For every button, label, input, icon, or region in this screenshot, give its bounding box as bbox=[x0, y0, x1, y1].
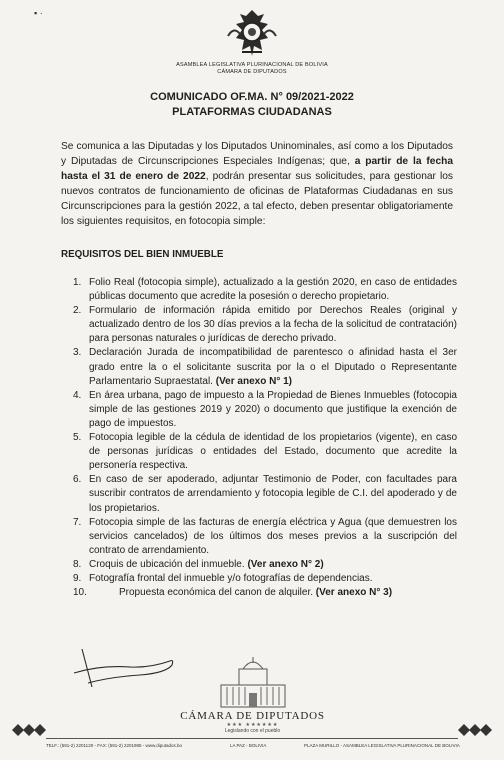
intro-text-start: Se comunica a las Diputadas y los Diputados Uninominales, así como a los Diputados y Diputadas de Circunscripciones Especiales Indígenas; que, bbox=[61, 141, 453, 167]
communique-title: COMUNICADO OF.MA. N° 09/2021-2022 bbox=[150, 91, 354, 103]
requirement-number: 7. bbox=[73, 516, 82, 528]
footer-divider bbox=[46, 738, 458, 739]
coat-of-arms-icon bbox=[220, 6, 284, 60]
ornament-left-icon bbox=[12, 722, 46, 738]
chamber-logotype: CÁMARA DE DIPUTADOS bbox=[180, 710, 325, 722]
requirement-text: Croquis de ubicación del inmueble. bbox=[89, 558, 248, 570]
requirement-item bbox=[73, 516, 457, 558]
requirement-item bbox=[73, 346, 457, 388]
requirement-item bbox=[73, 304, 457, 346]
requirement-text: Folio Real (fotocopia simple), actualizado a la gestión 2020, en caso de entidades públicas documento que acredite la posesión o derecho propietario. bbox=[89, 277, 457, 303]
requirement-number: 8. bbox=[73, 558, 82, 570]
requirement-text: Fotocopia simple de las facturas de energía eléctrica y Agua (que demuestren los servicios cancelados) de los últimos dos meses previos a la suscripción del contrato de arrendamiento. bbox=[89, 516, 457, 556]
stars-row: ★★★ ★★★★★★ bbox=[226, 722, 279, 728]
requirement-text: En caso de ser apoderado, adjuntar Testimonio de Poder, con facultades para suscribir contratos de arrendamiento y fotocopia legible de C.I. del apoderado y de los propietarios. bbox=[89, 474, 457, 514]
requirement-number: 3. bbox=[73, 347, 82, 359]
requirement-number: 4. bbox=[73, 389, 82, 401]
section-title: REQUISITOS DEL BIEN INMUEBLE bbox=[61, 249, 224, 260]
org-name: ASAMBLEA LEGISLATIVA PLURINACIONAL DE BOLIVIA bbox=[176, 62, 328, 68]
requirement-text: Formulario de información rápida emitido por Derechos Reales (original y actualizado dentro de los 30 días previos a la fecha de la solicitud de contratación) para personas naturales o jurídicas de derecho privado. bbox=[89, 305, 457, 345]
corner-mark: ▪ · bbox=[34, 8, 43, 18]
annex-reference: (Ver anexo N° 2) bbox=[247, 558, 324, 570]
requirement-item bbox=[73, 572, 457, 586]
requirement-item bbox=[73, 558, 457, 572]
requirement-number: 9. bbox=[73, 572, 82, 584]
footer-logo bbox=[180, 655, 325, 734]
ornament-right-icon bbox=[458, 722, 492, 738]
requirement-item bbox=[73, 276, 457, 304]
requirement-item bbox=[73, 431, 457, 473]
requirement-item bbox=[73, 389, 457, 431]
requirement-text: En área urbana, pago de impuesto a la Propiedad de Bienes Inmuebles (fotocopia simple de las gestiones 2019 y 2020) o documento que justifique la exención de pago de impuestos. bbox=[89, 389, 457, 429]
motto: Legislando con el pueblo bbox=[224, 728, 281, 734]
footer-city: LA PAZ - BOLIVIA bbox=[230, 743, 267, 748]
requirement-item bbox=[73, 473, 457, 515]
annex-reference: (Ver anexo N° 3) bbox=[315, 587, 393, 599]
requirements-list bbox=[73, 276, 457, 600]
requirement-text: Propuesta económica del canon de alquiler. bbox=[119, 587, 316, 599]
requirement-text: Declaración Jurada de incompatibilidad de parentesco o afinidad hasta el 3er grado entre la o el solicitante suscrita por la o el Diputado o Representante Parlamentario Supraestatal. bbox=[89, 347, 457, 387]
palace-building-icon bbox=[213, 655, 293, 709]
requirement-item bbox=[73, 586, 457, 600]
requirement-number: 6. bbox=[73, 474, 82, 486]
footer-address: PLAZA MURILLO - ASAMBLEA LEGISLATIVA PLURINACIONAL DE BOLIVIA bbox=[304, 743, 460, 748]
requirement-number: 10. bbox=[73, 587, 87, 599]
communique-subtitle: PLATAFORMAS CIUDADANAS bbox=[172, 106, 332, 118]
requirement-text: Fotografía frontal del inmueble y/o fotografías de dependencias. bbox=[89, 572, 373, 584]
intro-deadline: a partir de la fecha hasta el 31 de enero de 2022 bbox=[61, 155, 453, 182]
signature-icon bbox=[70, 643, 190, 693]
requirement-text: Fotocopia legible de la cédula de identidad de los propietarios (vigente), en caso de personas jurídicas o entidades del Estado, documento que acredite la personería respectiva. bbox=[89, 432, 457, 472]
requirement-number: 1. bbox=[73, 277, 82, 288]
annex-reference: (Ver anexo N° 1) bbox=[215, 375, 292, 387]
intro-text-end: , podrán presentar sus solicitudes, para gestionar los nuevos contratos de funcionamiento de oficinas de Plataformas Ciudadanas en sus Circunscripciones para la gestión 2022, a tal efecto, deben presentar obligatoriamente los siguientes requisitos, en fotocopia simple: bbox=[61, 170, 453, 227]
requirement-number: 5. bbox=[73, 432, 82, 444]
requirement-number: 2. bbox=[73, 305, 82, 317]
intro-paragraph bbox=[61, 140, 453, 229]
letterhead bbox=[0, 6, 504, 75]
chamber-name: CÁMARA DE DIPUTADOS bbox=[217, 69, 287, 75]
footer-contact: TELF.: (591-2) 2201120 - FAX: (591-2) 2201985 - www.diputados.bo bbox=[46, 743, 182, 748]
